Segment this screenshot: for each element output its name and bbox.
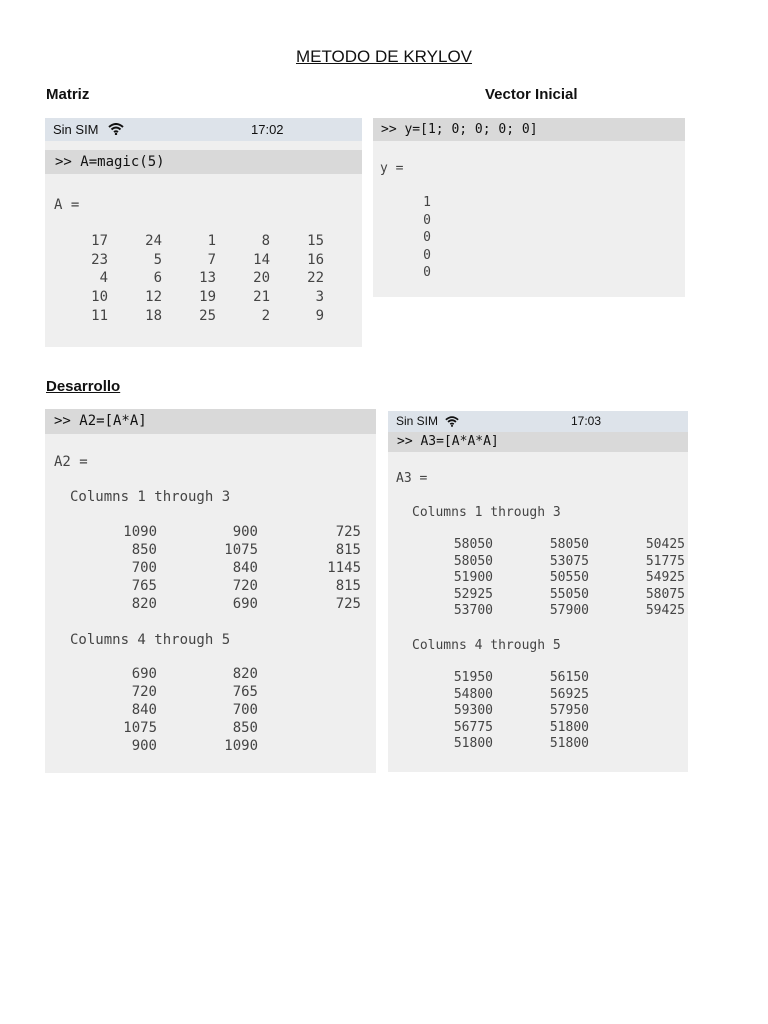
matrix-cell: 15: [307, 233, 324, 249]
matrix-cell: 840: [232, 559, 258, 576]
matrix-cell: 56150: [549, 670, 589, 685]
command-line: >> A3=[A*A*A]: [388, 432, 688, 452]
matrix-cell: 720: [131, 683, 157, 700]
matrix-cell: 51775: [645, 553, 685, 569]
matrix-cell: 900: [232, 524, 258, 540]
a3-panel: [388, 411, 688, 772]
matrix-cell: 14: [253, 251, 270, 268]
matrix-cell: 820: [131, 595, 157, 612]
matrix-cell: 5: [153, 251, 162, 268]
matrix-cell: 57900: [549, 603, 589, 619]
wifi-icon: [108, 123, 124, 135]
matrix-cell: 1090: [123, 524, 157, 540]
matrix-cell: 53700: [453, 603, 493, 619]
matrix-cell: 21: [253, 289, 270, 306]
matrix-cell: 58075: [645, 586, 685, 602]
wifi-icon: [445, 416, 459, 427]
matrix-cell: 8: [261, 233, 270, 249]
command-line: >> y=[1; 0; 0; 0; 0]: [373, 118, 685, 141]
matrix-cell: 17: [91, 233, 108, 249]
status-bar: [45, 118, 362, 141]
variable-label: A3 =: [396, 471, 428, 486]
status-time: 17:02: [251, 122, 284, 137]
matrix-cell: 12: [145, 289, 162, 306]
matrix-cell: 24: [145, 233, 162, 249]
matrix-cell: 6: [153, 270, 162, 287]
matrix-cell: 13: [199, 270, 216, 287]
matrix-cell: 725: [335, 595, 361, 612]
carrier-label: Sin SIM: [53, 122, 99, 137]
matrix-cell: 690: [131, 666, 157, 682]
matrix-cell: 51800: [549, 719, 589, 735]
matrix-cell: 690: [232, 595, 258, 612]
matrix-cell: 54800: [453, 686, 493, 702]
label-desarrollo: Desarrollo: [46, 378, 121, 395]
matrix-cell: 11: [91, 307, 108, 324]
matrix-cell: 700: [131, 559, 157, 576]
matrix-cell: 10: [91, 289, 108, 306]
matrix-cell: 815: [335, 577, 361, 594]
matrix-cell: 51900: [453, 570, 493, 586]
matrix-cell: 3: [315, 289, 324, 306]
matrix-cell: 51950: [453, 670, 493, 685]
matrix-cell: 53075: [549, 553, 589, 569]
matrix-cell: 900: [131, 737, 157, 754]
matrix-cell: 1145: [327, 559, 361, 576]
carrier-label: Sin SIM: [396, 414, 439, 428]
matrix-cell: 815: [335, 541, 361, 558]
matrix-cell: 23: [91, 251, 108, 268]
matrix-cell: 700: [232, 701, 258, 718]
variable-label: A2 =: [54, 454, 88, 470]
matrix-cell: 54925: [645, 570, 685, 586]
matrix-cell: 52925: [453, 586, 493, 602]
matrix-cell: 22: [307, 270, 324, 287]
matrix-cell: 720: [232, 577, 258, 594]
matrix-cell: 2: [261, 307, 270, 324]
matrix-cell: 50425: [645, 537, 685, 552]
matrix-cell: 58050: [453, 553, 493, 569]
matrix-cell: 16: [307, 251, 324, 268]
vector-panel: [373, 118, 685, 297]
matrix-cell: 56925: [549, 686, 589, 702]
matrix-cell: 1075: [224, 541, 258, 558]
matrix-cell: 765: [131, 577, 157, 594]
magic-matrix-panel: [45, 118, 362, 347]
matrix-cell: 0: [423, 212, 431, 228]
matrix-cell: 50550: [549, 570, 589, 586]
matrix-cell: 1090: [224, 737, 258, 754]
columns-header-1-3: Columns 1 through 3: [412, 505, 561, 520]
a2-panel: [45, 409, 376, 773]
matrix-cell: 58050: [549, 537, 589, 552]
matrix-cell: 0: [423, 230, 431, 246]
label-vector-inicial: Vector Inicial: [485, 86, 578, 103]
matrix-cell: 25: [199, 307, 216, 324]
matrix-cell: 840: [131, 701, 157, 718]
columns-header-4-5: Columns 4 through 5: [412, 638, 561, 653]
columns-header-4-5: Columns 4 through 5: [70, 632, 231, 648]
columns-header-1-3: Columns 1 through 3: [70, 489, 231, 505]
matrix-cell: 9: [315, 307, 324, 324]
status-time: 17:03: [571, 414, 602, 428]
matrix-cell: 55050: [549, 586, 589, 602]
matrix-cell: 0: [423, 265, 431, 281]
matrix-cell: 765: [232, 683, 258, 700]
matrix-cell: 850: [232, 719, 258, 736]
matrix-cell: 7: [207, 251, 216, 268]
matrix-cell: 57950: [549, 703, 589, 719]
matrix-cell: 59300: [453, 703, 493, 719]
matrix-cell: 19: [199, 289, 216, 306]
status-bar: [388, 411, 688, 432]
matrix-cell: 51800: [453, 736, 493, 752]
variable-label: y =: [380, 161, 404, 176]
matrix-cell: 1: [423, 195, 431, 210]
label-matriz: Matriz: [46, 86, 90, 103]
matrix-cell: 56775: [453, 719, 493, 735]
matrix-cell: 1075: [123, 719, 157, 736]
matrix-cell: 4: [99, 270, 108, 287]
matrix-cell: 20: [253, 270, 270, 287]
matrix-cell: 18: [145, 307, 162, 324]
matrix-cell: 51800: [549, 736, 589, 752]
matrix-cell: 1: [207, 233, 216, 249]
matrix-cell: 59425: [645, 603, 685, 619]
matrix-cell: 58050: [453, 537, 493, 552]
variable-label: A =: [54, 197, 80, 213]
page-title: METODO DE KRYLOV: [295, 47, 473, 66]
matrix-cell: 725: [335, 524, 361, 540]
command-line: >> A=magic(5): [45, 150, 362, 174]
matrix-cell: 850: [131, 541, 157, 558]
command-line: >> A2=[A*A]: [45, 409, 376, 434]
matrix-cell: 820: [232, 666, 258, 682]
matrix-cell: 0: [423, 247, 431, 263]
